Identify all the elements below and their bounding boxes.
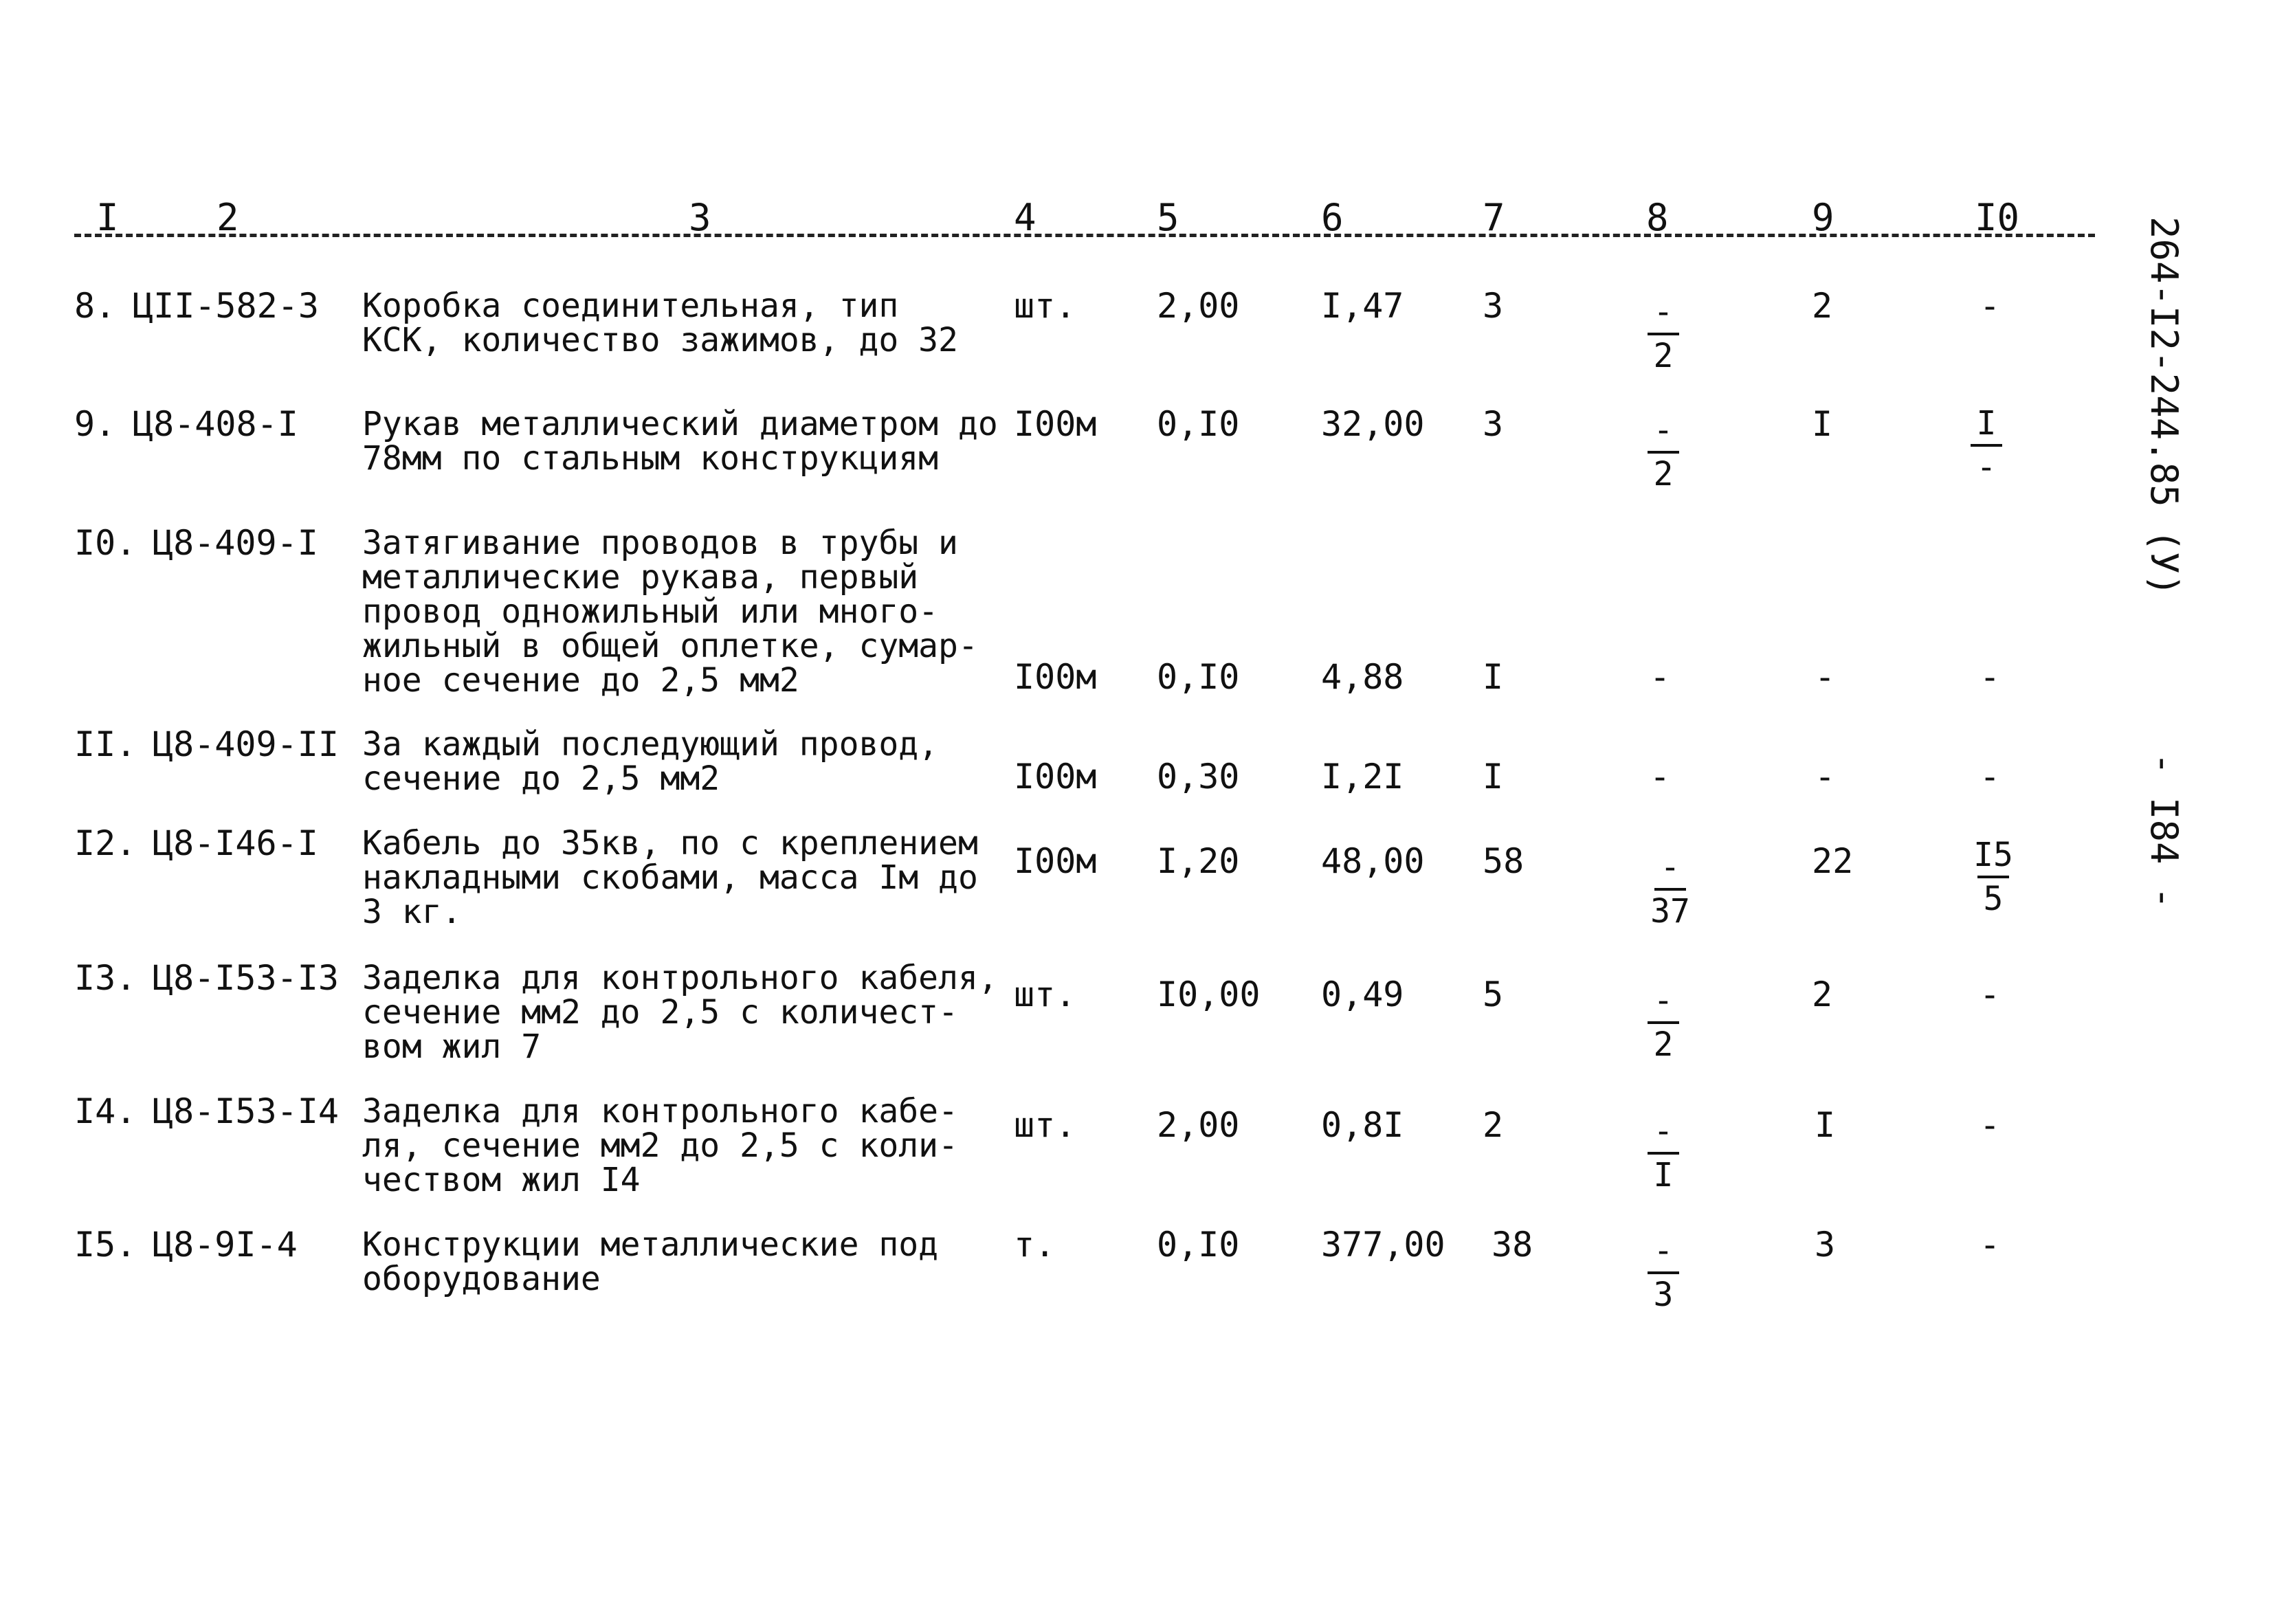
row-col8-fraction <box>1643 293 1684 375</box>
row-col10-fraction <box>1966 404 2007 487</box>
row-code: ЦII-582-3 <box>133 286 319 326</box>
fraction-numerator: - <box>1653 411 1674 449</box>
row-unit: шт. <box>1014 286 1076 326</box>
row-col6: 32,00 <box>1321 404 1425 444</box>
row-col7: 5 <box>1483 975 1504 1014</box>
row-description: Рукав металлический диаметром до 78мм по стальным конструкциям <box>362 405 998 478</box>
fraction-numerator: - <box>1653 1112 1674 1150</box>
row-code: Ц8-409-I <box>153 523 318 563</box>
row-col10-fraction <box>1973 836 2014 918</box>
row-col7: 58 <box>1483 841 1524 881</box>
row-col9: I <box>1812 404 1833 444</box>
row-col8-fraction <box>1643 1232 1684 1314</box>
fraction-bar <box>1977 876 2009 878</box>
page-number: - I84 - <box>2142 753 2186 909</box>
fraction-numerator: I <box>1976 404 1997 443</box>
row-unit: I00м <box>1014 757 1097 797</box>
fraction-denominator: I <box>1653 1156 1674 1194</box>
fraction-denominator: 5 <box>1983 880 2004 918</box>
row-col5: I,20 <box>1157 841 1240 881</box>
row-col9: - <box>1815 657 1836 697</box>
row-col10: - <box>1980 757 2001 797</box>
fraction-bar <box>1648 451 1679 454</box>
column-header-4: 4 <box>1014 196 1036 239</box>
row-col5: 2,00 <box>1157 286 1240 326</box>
fraction-bar <box>1654 888 1686 891</box>
header-rule <box>74 234 2095 237</box>
row-col8-fraction <box>1650 848 1691 931</box>
row-code: Ц8-408-I <box>133 404 298 444</box>
row-col5: 0,I0 <box>1157 1225 1240 1265</box>
row-col9: I <box>1815 1105 1836 1145</box>
row-col8-fraction <box>1643 981 1684 1064</box>
row-code: Ц8-9I-4 <box>153 1225 298 1265</box>
row-description: Затягивание проводов в трубы и металлические рукава, первый провод одножильный или много- жильный в общей оплетке, сумар- ное сечение до 2,5 мм2 <box>362 524 978 700</box>
row-col9: 22 <box>1812 841 1854 881</box>
row-col6: 0,8I <box>1321 1105 1404 1145</box>
column-header-6: 6 <box>1321 196 1344 239</box>
row-col6: 48,00 <box>1321 841 1425 881</box>
column-header-3: 3 <box>689 196 711 239</box>
row-col8: - <box>1650 757 1671 797</box>
row-number: 8. <box>74 286 116 326</box>
fraction-bar <box>1648 1271 1679 1274</box>
row-col6: 0,49 <box>1321 975 1404 1014</box>
row-col8: - <box>1650 657 1671 697</box>
row-number: I0. <box>74 523 137 563</box>
row-description: Коробка соединительная, тип КСК, количество зажимов, до 32 <box>362 287 958 359</box>
column-header-5: 5 <box>1157 196 1179 239</box>
row-col9: - <box>1815 757 1836 797</box>
fraction-denominator: 3 <box>1653 1276 1674 1314</box>
row-number: I2. <box>74 823 137 863</box>
column-header-2: 2 <box>217 196 239 239</box>
row-col7: 2 <box>1483 1105 1504 1145</box>
row-number: I4. <box>74 1091 137 1131</box>
column-header-8: 8 <box>1646 196 1669 239</box>
row-unit: т. <box>1014 1225 1056 1265</box>
row-number: I5. <box>74 1225 137 1265</box>
column-header-7: 7 <box>1483 196 1505 239</box>
row-description: Заделка для контрольного кабе- ля, сечение мм2 до 2,5 с коли- чеством жил I4 <box>362 1092 958 1199</box>
row-unit: I00м <box>1014 657 1097 697</box>
row-code: Ц8-I53-I3 <box>153 958 339 998</box>
fraction-denominator: 2 <box>1653 455 1674 493</box>
row-col10: - <box>1980 657 2001 697</box>
row-code: Ц8-I46-I <box>153 823 318 863</box>
fraction-numerator: - <box>1660 848 1681 887</box>
row-code: Ц8-I53-I4 <box>153 1091 339 1131</box>
row-col7: 3 <box>1483 404 1504 444</box>
row-col7: 3 <box>1483 286 1504 326</box>
fraction-bar <box>1648 333 1679 335</box>
row-col5: I0,00 <box>1157 975 1261 1014</box>
fraction-numerator: - <box>1653 981 1674 1020</box>
column-header-10: I0 <box>1975 196 2020 239</box>
fraction-bar <box>1971 444 2002 447</box>
row-col10: - <box>1980 286 2001 326</box>
row-description: Заделка для контрольного кабеля, сечение мм2 до 2,5 с количест- вом жил 7 <box>362 959 998 1066</box>
row-col5: 0,30 <box>1157 757 1240 797</box>
row-col9: 2 <box>1812 975 1833 1014</box>
fraction-numerator: - <box>1653 1232 1674 1270</box>
row-col10: - <box>1980 1225 2001 1265</box>
fraction-bar <box>1648 1021 1679 1024</box>
fraction-denominator: 2 <box>1653 1025 1674 1064</box>
row-col6: I,47 <box>1321 286 1404 326</box>
row-col7: 38 <box>1492 1225 1533 1265</box>
row-unit: I00м <box>1014 841 1097 881</box>
row-col10: - <box>1980 1105 2001 1145</box>
row-col6: I,2I <box>1321 757 1404 797</box>
row-col7: I <box>1483 757 1504 797</box>
row-unit: I00м <box>1014 404 1097 444</box>
row-unit: шт. <box>1014 1105 1076 1145</box>
row-code: Ц8-409-II <box>153 724 339 764</box>
fraction-numerator: - <box>1653 293 1674 331</box>
row-col10: - <box>1980 975 2001 1014</box>
row-col6: 4,88 <box>1321 657 1404 697</box>
row-col9: 3 <box>1815 1225 1836 1265</box>
fraction-numerator: I5 <box>1973 836 2013 874</box>
row-number: I3. <box>74 958 137 998</box>
document-code: 264-I2-244.85 (У) <box>2142 216 2186 597</box>
row-description: Конструкции металлические под оборудование <box>362 1225 939 1298</box>
row-col5: 0,I0 <box>1157 657 1240 697</box>
row-number: II. <box>74 724 137 764</box>
row-description: Кабель до 35кв, по с креплением накладными скобами, масса Iм до 3 кг. <box>362 824 978 931</box>
row-col8-fraction <box>1643 411 1684 493</box>
fraction-denominator: 37 <box>1650 892 1690 931</box>
row-description: За каждый последующий провод, сечение до 2,5 мм2 <box>362 725 939 798</box>
column-header-1: I <box>96 196 119 239</box>
fraction-bar <box>1648 1152 1679 1155</box>
row-col8-fraction <box>1643 1112 1684 1194</box>
row-col5: 0,I0 <box>1157 404 1240 444</box>
fraction-denominator: 2 <box>1653 337 1674 375</box>
column-header-9: 9 <box>1812 196 1834 239</box>
fraction-denominator: - <box>1976 448 1997 487</box>
row-col9: 2 <box>1812 286 1833 326</box>
row-col6: 377,00 <box>1321 1225 1445 1265</box>
row-col7: I <box>1483 657 1504 697</box>
row-unit: шт. <box>1014 975 1076 1014</box>
row-col5: 2,00 <box>1157 1105 1240 1145</box>
row-number: 9. <box>74 404 116 444</box>
